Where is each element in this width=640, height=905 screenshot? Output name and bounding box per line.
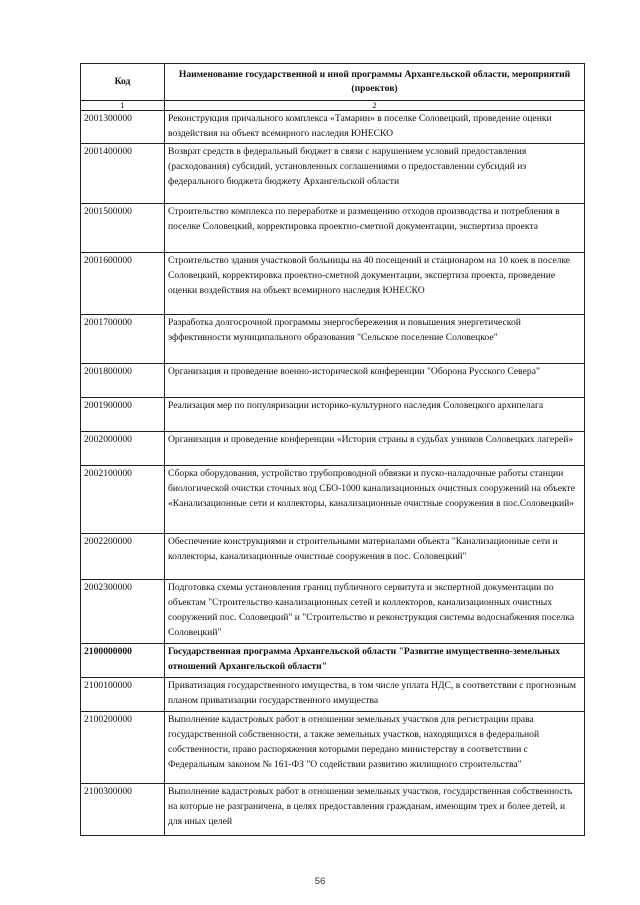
- column-number-1: 1: [81, 101, 165, 111]
- row-code: 2002100000: [81, 466, 165, 534]
- row-code: 2001300000: [81, 111, 165, 144]
- row-name: Государственная программа Архангельской области "Развитие имущественно-земельных отношений Архангельской области": [165, 644, 585, 678]
- row-name: Организация и проведение военно-исторической конференции "Оборона Русского Севера": [165, 364, 585, 398]
- table-row: [81, 534, 585, 580]
- row-code: 2100300000: [81, 784, 165, 836]
- header-code: Код: [81, 64, 165, 101]
- table-row: [81, 644, 585, 678]
- page-number: 56: [314, 876, 326, 887]
- table-row: [81, 580, 585, 644]
- table-row: [81, 432, 585, 466]
- row-name: Приватизация государственного имущества, в том числе уплата НДС, в соответствии с прогнозным планом приватизации государственного имущества: [165, 678, 585, 712]
- table-row: [81, 466, 585, 534]
- row-name: Разработка долгосрочной программы энергосбережения и повышения энергетической эффективности муниципального образования "Сельское поселение Соловецкое": [165, 315, 585, 364]
- row-name: Выполнение кадастровых работ в отношении земельных участков для регистрации права государственной собственности, а также земельных участков, находящихся в федеральной собственности, право распоряжения которыми передано министерству в соответствии с Федеральным законом № 161-ФЗ "О содействии развитию жилищного строительства": [165, 712, 585, 784]
- column-number-row: [81, 101, 585, 111]
- row-name: Выполнение кадастровых работ в отношении земельных участков, государственная собственность на которые не разграничена, в целях предоставления гражданам, имеющим трех и более детей, и для иных целей: [165, 784, 585, 836]
- header-name: Наименование государственной и иной программы Архангельской области, мероприятий (проектов): [165, 64, 585, 101]
- row-name: Подготовка схемы установления границ публичного сервитута и экспертной документации по объектам "Строительство канализационных сетей и коллекторов, канализационных очистных сооружений пос. Соловецкий" и "Строительство и реконструкция системы водоснабжения поселка Соловецкий": [165, 580, 585, 644]
- table-row: [81, 144, 585, 204]
- table-header-row: [81, 64, 585, 101]
- row-code: 2001500000: [81, 204, 165, 253]
- table-row: [81, 315, 585, 364]
- table-row: [81, 678, 585, 712]
- table-row: [81, 712, 585, 784]
- table-row: [81, 364, 585, 398]
- table-row: [81, 253, 585, 315]
- table-row: [81, 398, 585, 432]
- row-name: Сборка оборудования, устройство трубопроводной обвязки и пуско-наладочные работы станции биологической очистки сточных вод СБО-1000 канализационных очистных сооружений на объекте «Канализационные сети и коллекторы, канализационные очистные сооружения в пос.Соловецкий»: [165, 466, 585, 534]
- row-code: 2001800000: [81, 364, 165, 398]
- column-number-2: 2: [165, 101, 585, 111]
- row-code: 2100000000: [81, 644, 165, 678]
- row-name: Реализация мер по популяризации историко-культурного наследия Соловецкого архипелага: [165, 398, 585, 432]
- row-code: 2001600000: [81, 253, 165, 315]
- row-name: Возврат средств в федеральный бюджет в связи с нарушением условий предоставления (расходования) субсидий, установленных соглашениями о предоставлении субсидий из федерального бюджета бюджету Архангельской области: [165, 144, 585, 204]
- budget-code-table: [80, 63, 585, 836]
- row-name: Строительство комплекса по переработке и размещению отходов производства и потребления в поселке Соловецкий, корректировка проектно-сметной документации, экспертиза проекта: [165, 204, 585, 253]
- table-row: [81, 111, 585, 144]
- row-code: 2002200000: [81, 534, 165, 580]
- row-name: Строительство здания участковой больницы на 40 посещений и стационаром на 10 коек в поселке Соловецкий, корректировка проектно-сметной документации, экспертиза проекта, проведение оценки воздействия на объект всемирного наследия ЮНЕСКО: [165, 253, 585, 315]
- row-name: Обеспечение конструкциями и строительными материалами объекта "Канализационные сети и коллекторы, канализационные очистные сооружения в пос. Соловецкий": [165, 534, 585, 580]
- row-code: 2001400000: [81, 144, 165, 204]
- row-name: Реконструкция причального комплекса «Тамарин» в поселке Соловецкий, проведение оценки воздействия на объект всемирного наследия ЮНЕСКО: [165, 111, 585, 144]
- row-code: 2002000000: [81, 432, 165, 466]
- table-row: [81, 784, 585, 836]
- row-code: 2100100000: [81, 678, 165, 712]
- row-code: 2100200000: [81, 712, 165, 784]
- row-code: 2001900000: [81, 398, 165, 432]
- row-code: 2001700000: [81, 315, 165, 364]
- row-name: Организация и проведение конференции «История страны в судьбах узников Соловецких лагерей»: [165, 432, 585, 466]
- row-code: 2002300000: [81, 580, 165, 644]
- table-row: [81, 204, 585, 253]
